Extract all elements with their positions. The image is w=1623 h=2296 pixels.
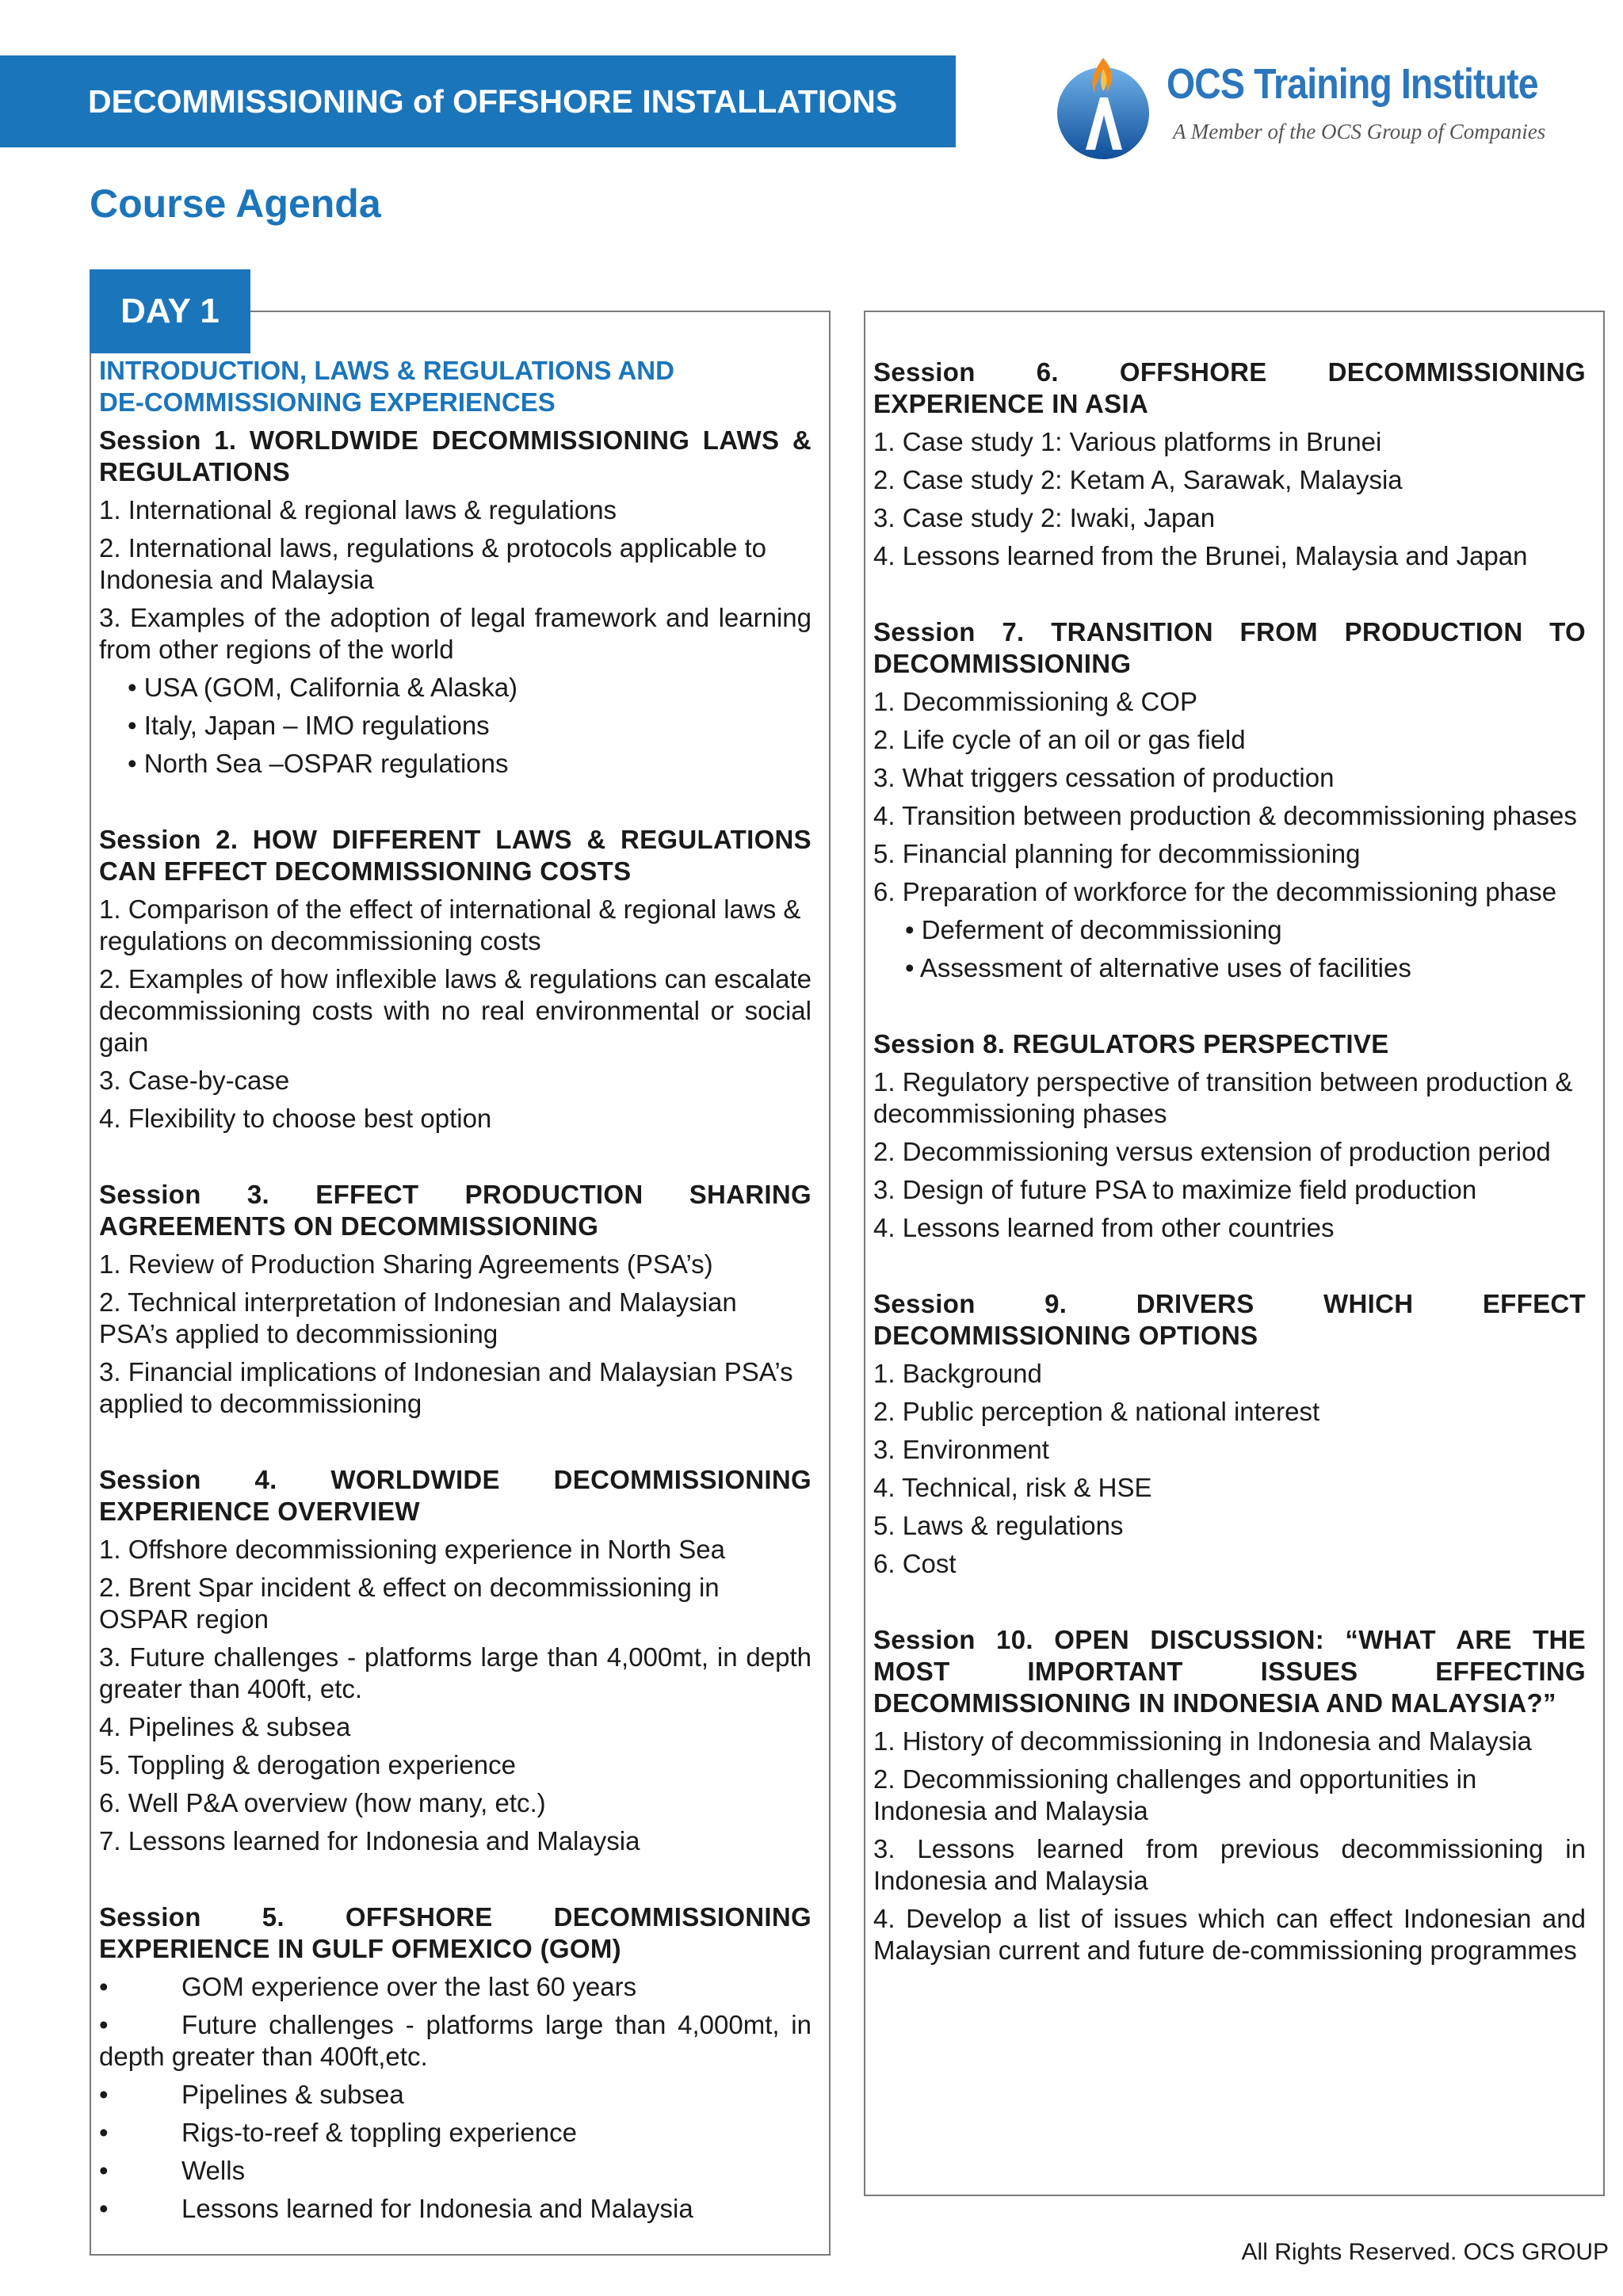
logo-name: OCS Training Institute (1167, 60, 1538, 108)
session-1-title: Session 1. WORLDWIDE DECOMMISSIONING LAWS & REGULATIONS (99, 425, 812, 486)
session-8-item: 3. Design of future PSA to maximize field production (873, 1175, 1477, 1204)
session-5-bullet-text: Wells (181, 2156, 246, 2185)
session-9-item: 4. Technical, risk & HSE (873, 1473, 1152, 1502)
session-6-title: Session 6. OFFSHORE DECOMMISSIONING EXPERIENCE IN ASIA (873, 357, 1586, 418)
session-8-item: 4. Lessons learned from other countries (873, 1213, 1335, 1242)
session-3-item: 1. Review of Production Sharing Agreements (PSA’s) (99, 1249, 713, 1279)
session-5-bullet (99, 2009, 812, 2073)
session-5-bullet (99, 2193, 812, 2225)
session-10-title: Session 10. OPEN DISCUSSION: “WHAT ARE THE MOST IMPORTANT ISSUES EFFECTING DECOMMISSIONING IN INDONESIA AND MALAYSIA?” (873, 1625, 1586, 1718)
session-9-item: 6. Cost (873, 1549, 957, 1578)
session-5-bullet-text: Pipelines & subsea (181, 2080, 404, 2109)
session-1-item: 1. International & regional laws & regulations (99, 495, 617, 524)
logo-tagline: A Member of the OCS Group of Companies (1173, 120, 1546, 143)
intro-heading-line-2: DE-COMMISSIONING EXPERIENCES (99, 387, 556, 417)
session-7-item: 3. What triggers cessation of production (873, 763, 1335, 792)
session-4-item: 5. Toppling & derogation experience (99, 1750, 516, 1779)
session-10-item: 1. History of decommissioning in Indonesia and Malaysia (873, 1726, 1532, 1756)
session-2-item: 2. Examples of how inflexible laws & regulations can escalate decommissioning costs with no real environmental or social gain (99, 964, 812, 1057)
session-6-item: 3. Case study 2: Iwaki, Japan (873, 503, 1216, 532)
session-1-item: 3. Examples of the adoption of legal framework and learning from other regions of the world (99, 603, 812, 664)
copyright-footer: All Rights Reserved. OCS GROUP (1241, 2239, 1609, 2265)
session-1-bullet: • North Sea –OSPAR regulations (128, 749, 509, 778)
session-9-item: 1. Background (873, 1359, 1042, 1388)
intro-heading-line-1: INTRODUCTION, LAWS & REGULATIONS AND (99, 356, 674, 385)
session-5-bullet (99, 2117, 812, 2149)
session-2-title: Session 2. HOW DIFFERENT LAWS & REGULATIONS CAN EFFECT DECOMMISSIONING COSTS (99, 825, 812, 886)
session-1-bullet: • Italy, Japan – IMO regulations (128, 711, 490, 740)
agenda-column-right (864, 311, 1605, 2196)
bullet-icon: • (99, 1972, 109, 2001)
session-4-item: 6. Well P&A overview (how many, etc.) (99, 1788, 546, 1817)
session-8-title: Session 8. REGULATORS PERSPECTIVE (873, 1029, 1389, 1058)
session-2-item: 4. Flexibility to choose best option (99, 1104, 492, 1133)
session-9-title: Session 9. DRIVERS WHICH EFFECT DECOMMISSIONING OPTIONS (873, 1289, 1586, 1350)
session-6-item: 4. Lessons learned from the Brunei, Malaysia and Japan (873, 541, 1528, 570)
session-8-item: 2. Decommissioning versus extension of production period (873, 1137, 1551, 1166)
session-10-item: 3. Lessons learned from previous decommissioning in Indonesia and Malaysia (873, 1834, 1586, 1895)
session-4-item: 3. Future challenges - platforms large than 4,000mt, in depth greater than 400ft, etc. (99, 1642, 812, 1703)
session-1-bullet: • USA (GOM, California & Alaska) (128, 673, 518, 702)
session-7-item: 5. Financial planning for decommissioning (873, 839, 1361, 868)
session-4-item: 2. Brent Spar incident & effect on decommissioning in OSPAR region (99, 1573, 720, 1634)
session-7-item: 6. Preparation of workforce for the decommissioning phase (873, 877, 1557, 906)
session-7-item: 1. Decommissioning & COP (873, 687, 1197, 716)
session-5-bullet-text: GOM experience over the last 60 years (181, 1972, 637, 2001)
session-4-item: 1. Offshore decommissioning experience in North Sea (99, 1535, 725, 1564)
session-5-bullet-text: Rigs-to-reef & toppling experience (181, 2118, 577, 2147)
page-title: Course Agenda (90, 181, 381, 226)
session-5-bullet (99, 1971, 812, 2003)
session-3-item: 3. Financial implications of Indonesian and Malaysian PSA’s applied to decommissioning (99, 1357, 793, 1418)
session-2-item: 3. Case-by-case (99, 1066, 290, 1095)
session-7-item: 4. Transition between production & decommissioning phases (873, 801, 1577, 830)
session-7-bullet: • Deferment of decommissioning (905, 915, 1282, 944)
session-10-item: 4. Develop a list of issues which can effect Indonesian and Malaysian current and future de-commissioning programmes (873, 1904, 1586, 1965)
session-2-item: 1. Comparison of the effect of international & regional laws & regulations on decommissioning costs (99, 894, 801, 955)
session-3-item: 2. Technical interpretation of Indonesian and Malaysian PSA’s applied to decommissioning (99, 1287, 737, 1348)
agenda-column-left (90, 311, 831, 2256)
session-1-item: 2. International laws, regulations & protocols applicable to Indonesia and Malaysia (99, 533, 766, 594)
session-9-item: 5. Laws & regulations (873, 1511, 1124, 1540)
ocs-logo-icon (1054, 51, 1157, 162)
session-4-title: Session 4. WORLDWIDE DECOMMISSIONING EXPERIENCE OVERVIEW (99, 1465, 812, 1526)
session-6-item: 2. Case study 2: Ketam A, Sarawak, Malaysia (873, 465, 1403, 494)
session-3-title: Session 3. EFFECT PRODUCTION SHARING AGREEMENTS ON DECOMMISSIONING (99, 1180, 812, 1241)
session-4-item: 7. Lessons learned for Indonesia and Malaysia (99, 1826, 640, 1855)
bullet-icon: • (99, 2156, 109, 2185)
session-10-item: 2. Decommissioning challenges and opportunities in Indonesia and Malaysia (873, 1764, 1477, 1825)
company-logo (1054, 51, 1593, 170)
bullet-icon: • (99, 2010, 109, 2039)
session-5-bullet-text: Future challenges - platforms large than 4,000mt, in depth greater than 400ft,etc. (99, 2010, 812, 2071)
course-title-banner: DECOMMISSIONING of OFFSHORE INSTALLATIONS (0, 55, 956, 147)
session-5-title: Session 5. OFFSHORE DECOMMISSIONING EXPERIENCE IN GULF OFMEXICO (GOM) (99, 1902, 812, 1963)
session-7-bullet: • Assessment of alternative uses of facilities (905, 953, 1411, 982)
session-9-item: 2. Public perception & national interest (873, 1397, 1320, 1426)
session-7-item: 2. Life cycle of an oil or gas field (873, 725, 1246, 754)
session-5-bullet (99, 2155, 812, 2187)
session-9-item: 3. Environment (873, 1435, 1049, 1464)
bullet-icon: • (99, 2118, 109, 2147)
session-6-item: 1. Case study 1: Various platforms in Brunei (873, 427, 1382, 456)
session-4-item: 4. Pipelines & subsea (99, 1712, 351, 1741)
day-tab: DAY 1 (90, 269, 250, 353)
bullet-icon: • (99, 2194, 109, 2223)
bullet-icon: • (99, 2080, 109, 2109)
session-5-bullet (99, 2079, 812, 2111)
session-7-title: Session 7. TRANSITION FROM PRODUCTION TO DECOMMISSIONING (873, 617, 1586, 678)
session-8-item: 1. Regulatory perspective of transition between production & decommissioning phases (873, 1067, 1573, 1128)
session-5-bullet-text: Lessons learned for Indonesia and Malaysia (181, 2194, 693, 2223)
